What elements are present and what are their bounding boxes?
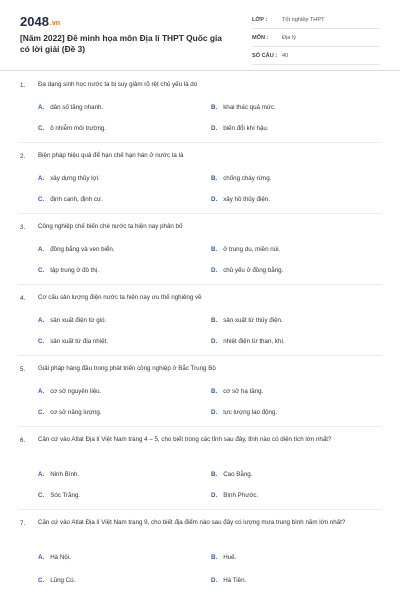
option-b[interactable]: B. Huế. xyxy=(211,554,237,561)
option-b[interactable]: B. khai thác quá mức. xyxy=(211,104,276,111)
option-d[interactable]: D. Bình Phước. xyxy=(211,492,259,499)
option-a[interactable]: A. sản xuất điện từ gió. xyxy=(38,317,107,324)
option-a[interactable]: A. dân số tăng nhanh. xyxy=(38,104,104,111)
option-d[interactable]: D. lực lượng lao động. xyxy=(211,409,278,416)
meta-label: SỐ CÂU : xyxy=(252,53,278,59)
option-a[interactable]: A. xây dựng thủy lợi. xyxy=(38,175,100,182)
option-b[interactable]: B. sản xuất từ thủy điện. xyxy=(211,317,283,324)
logo-suffix: .vn xyxy=(49,20,61,27)
question-number: 4. xyxy=(20,295,26,302)
question-number: 7. xyxy=(20,520,26,527)
option-c[interactable]: C. Lũng Cú. xyxy=(38,577,76,584)
site-logo[interactable] xyxy=(20,14,60,29)
question-separator xyxy=(18,284,382,285)
option-c[interactable]: C. định canh, định cư. xyxy=(38,196,103,203)
option-d[interactable]: D. Hà Tiên. xyxy=(211,577,247,584)
header-divider xyxy=(0,70,400,71)
option-b[interactable]: B. ở trung du, miền núi. xyxy=(211,246,281,253)
option-c[interactable]: C. ô nhiễm môi trường. xyxy=(38,125,107,132)
meta-row-subject xyxy=(252,32,380,47)
meta-label: MÔN : xyxy=(252,35,269,41)
question-separator xyxy=(18,213,382,214)
question-number: 5. xyxy=(20,366,26,373)
meta-row-class xyxy=(252,14,380,29)
option-a[interactable]: A. đồng bằng và ven biển. xyxy=(38,246,115,253)
document-header xyxy=(0,0,400,72)
meta-value: Tốt nghiệp THPT xyxy=(282,17,325,23)
option-c[interactable]: C. tập trung ở đô thị. xyxy=(38,267,99,274)
option-b[interactable]: B. Cao Bằng. xyxy=(211,471,253,478)
question-number: 2. xyxy=(20,153,26,160)
question-separator xyxy=(18,355,382,356)
option-b[interactable]: B. chống cháy rừng. xyxy=(211,175,272,182)
option-d[interactable]: D. chủ yếu ở đồng bằng. xyxy=(211,267,284,274)
question-separator xyxy=(18,509,382,510)
meta-label: LỚP : xyxy=(252,17,268,23)
question-text: Biện pháp hiệu quả để hạn chế hạn hán ở nước ta là xyxy=(38,152,184,159)
option-c[interactable]: C. cơ sở năng lượng. xyxy=(38,409,102,416)
question-text: Giải pháp hàng đầu trong phát triển công nghiệp ở Bắc Trung Bộ xyxy=(38,365,216,372)
question-text: Căn cứ vào Atlat Địa lí Việt Nam trang 4 – 5, cho biết trong các tỉnh sau đây, tỉnh nào có diện tích lớn nhất? xyxy=(38,436,332,443)
meta-value: 40 xyxy=(282,53,289,59)
question-number: 6. xyxy=(20,437,26,444)
question-separator xyxy=(18,426,382,427)
option-d[interactable]: D. nhiệt điện từ than, khí. xyxy=(211,338,285,345)
question-text: Công nghiệp chế biến chè nước ta hiện nay phân bố xyxy=(38,223,183,230)
option-a[interactable]: A. Hà Nội. xyxy=(38,554,71,561)
question-number: 1. xyxy=(20,82,26,89)
option-d[interactable]: D. biến đổi khí hậu. xyxy=(211,125,269,132)
logo-text: 2048 xyxy=(20,14,49,29)
meta-value: Địa lý xyxy=(282,35,296,41)
option-c[interactable]: C. sản xuất từ địa nhiệt. xyxy=(38,338,108,345)
document-meta xyxy=(252,14,380,68)
document-title: [Năm 2022] Đề minh họa môn Địa lí THPT Quốc gia có lời giải (Đề 3) xyxy=(20,33,222,54)
meta-row-count xyxy=(252,50,380,65)
question-number: 3. xyxy=(20,224,26,231)
question-text: Căn cứ vào Atlat Địa lí Việt Nam trang 9, cho biết địa điểm nào sau đây có lượng mưa trung bình năm lớn nhất? xyxy=(38,519,346,526)
option-a[interactable]: A. cơ sở nguyên liệu. xyxy=(38,388,102,395)
option-c[interactable]: C. Sóc Trăng. xyxy=(38,492,81,499)
option-b[interactable]: B. cơ sở hạ tầng. xyxy=(211,388,264,395)
question-text: Cơ cấu sản lượng điện nước ta hiện nay ưu thế nghiêng về xyxy=(38,294,202,301)
question-separator xyxy=(18,142,382,143)
option-a[interactable]: A. Ninh Bình. xyxy=(38,471,80,478)
question-text: Đa dạng sinh học nước ta bị suy giảm rõ rệt chủ yếu là do xyxy=(38,81,198,88)
option-d[interactable]: D. xây hồ thủy điện. xyxy=(211,196,270,203)
